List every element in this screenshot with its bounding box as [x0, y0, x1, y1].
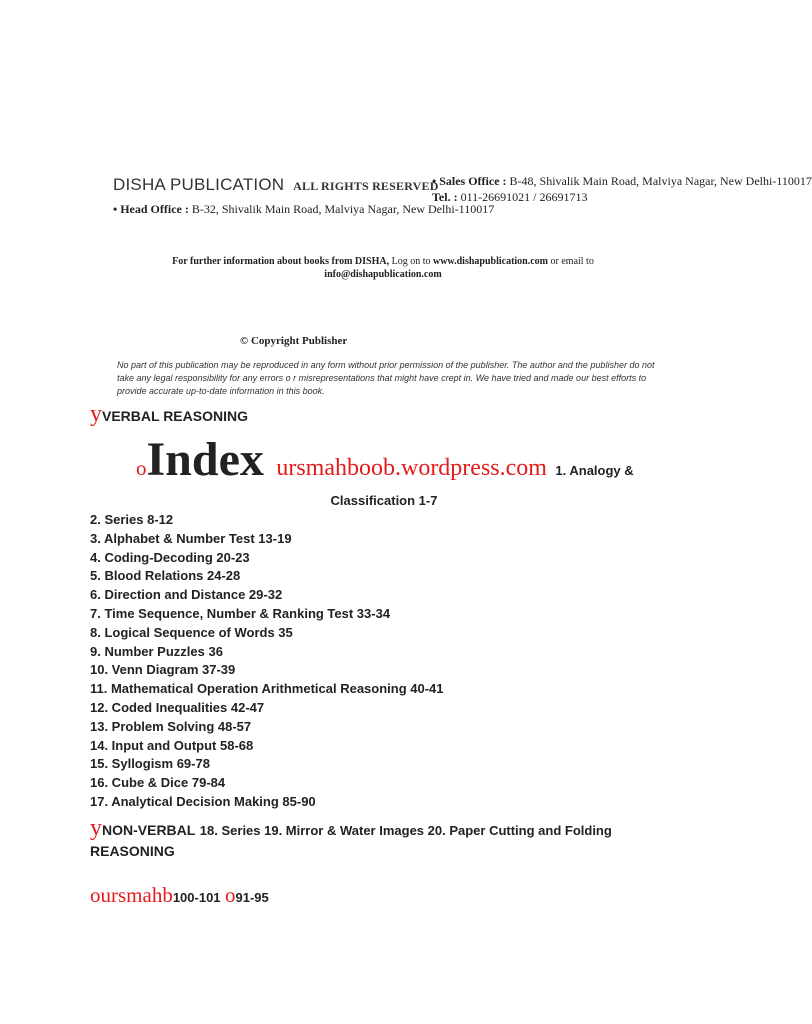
- copyright-notice: © Copyright Publisher: [240, 335, 348, 347]
- further-info-lead: For further information about books from DISHA,: [172, 256, 390, 267]
- tel-value: 011-26691021 / 26691713: [460, 190, 588, 204]
- toc-item[interactable]: 11. Mathematical Operation Arithmetical Reasoning 40-41: [90, 681, 444, 697]
- verbal-reasoning-heading: [90, 401, 248, 428]
- verbal-label: VERBAL REASONING: [102, 408, 248, 424]
- toc-item-1-end: Classification 1-7: [330, 493, 438, 508]
- head-office-label: • Head Office :: [113, 202, 189, 216]
- nonverbal-bullet: y: [90, 815, 102, 841]
- index-o-mark: o: [136, 456, 147, 480]
- head-office-block: [113, 202, 494, 217]
- toc-item[interactable]: 3. Alphabet & Number Test 13-19: [90, 530, 292, 546]
- watermark-fragment: oursmahb: [90, 883, 173, 907]
- toc-item[interactable]: 15. Syllogism 69-78: [90, 756, 210, 772]
- toc-item[interactable]: 7. Time Sequence, Number & Ranking Test 33-34: [90, 605, 391, 621]
- sales-office-address: B-48, Shivalik Main Road, Malviya Nagar, New Delhi-110017: [509, 174, 812, 188]
- sales-office-label: • Sales Office :: [432, 174, 507, 188]
- email-link[interactable]: info@dishapublication.com: [324, 269, 442, 280]
- index-heading-line: [136, 432, 634, 487]
- toc-item-1-start: 1. Analogy &: [555, 463, 634, 478]
- toc-item[interactable]: 14. Input and Output 58-68: [90, 737, 254, 753]
- or-email-text: or email to: [550, 256, 594, 267]
- page-range-a: 100-101: [172, 890, 221, 905]
- toc-item[interactable]: 4. Coding-Decoding 20-23: [90, 549, 250, 565]
- toc-item[interactable]: 12. Coded Inequalities 42-47: [90, 699, 265, 715]
- publisher-name: [113, 175, 439, 195]
- verbal-bullet: y: [90, 401, 102, 427]
- sales-office-block: [432, 173, 812, 205]
- disclaimer-text: No part of this publication may be reproduced in any form without prior permission of the publisher. The author and the publisher do not take any legal responsibility for any errors o r misrepresentations that might have crept in. We have tried and made our best efforts to provide accurate up-to-date information in this book.: [117, 360, 655, 396]
- toc-item[interactable]: 17. Analytical Decision Making 85-90: [90, 793, 316, 809]
- nonverbal-reasoning-heading: [90, 815, 612, 842]
- nonverbal-label: NON-VERBAL: [102, 822, 196, 838]
- o-mark: o: [225, 883, 236, 907]
- table-of-contents: [90, 511, 444, 812]
- toc-item[interactable]: 9. Number Puzzles 36: [90, 643, 223, 659]
- rights-reserved: ALL RIGHTS RESERVED: [293, 179, 439, 193]
- toc-item[interactable]: 16. Cube & Dice 79-84: [90, 775, 226, 791]
- head-office-address: B-32, Shivalik Main Road, Malviya Nagar, New Delhi-110017: [191, 202, 495, 216]
- company-name: DISHA PUBLICATION: [113, 175, 285, 194]
- bottom-page-refs: [90, 883, 269, 908]
- log-on-text: Log on to: [391, 256, 431, 267]
- toc-item[interactable]: 5. Blood Relations 24-28: [90, 568, 241, 584]
- watermark-site[interactable]: ursmahboob.wordpress.com: [276, 455, 547, 481]
- index-title: Index: [146, 433, 264, 486]
- toc-item[interactable]: 6. Direction and Distance 29-32: [90, 587, 283, 603]
- toc-item[interactable]: 8. Logical Sequence of Words 35: [90, 624, 293, 640]
- toc-item[interactable]: 13. Problem Solving 48-57: [90, 718, 252, 734]
- nonverbal-items: 18. Series 19. Mirror & Water Images 20. Paper Cutting and Folding: [199, 823, 612, 838]
- further-info: [150, 255, 616, 281]
- website-link[interactable]: www.dishapublication.com: [432, 256, 549, 267]
- toc-item[interactable]: 10. Venn Diagram 37-39: [90, 662, 236, 678]
- toc-item[interactable]: 2. Series 8-12: [90, 512, 174, 527]
- nonverbal-reasoning-word: REASONING: [90, 843, 175, 859]
- tel-label: Tel. :: [432, 190, 458, 204]
- page-range-b: 91-95: [235, 890, 269, 905]
